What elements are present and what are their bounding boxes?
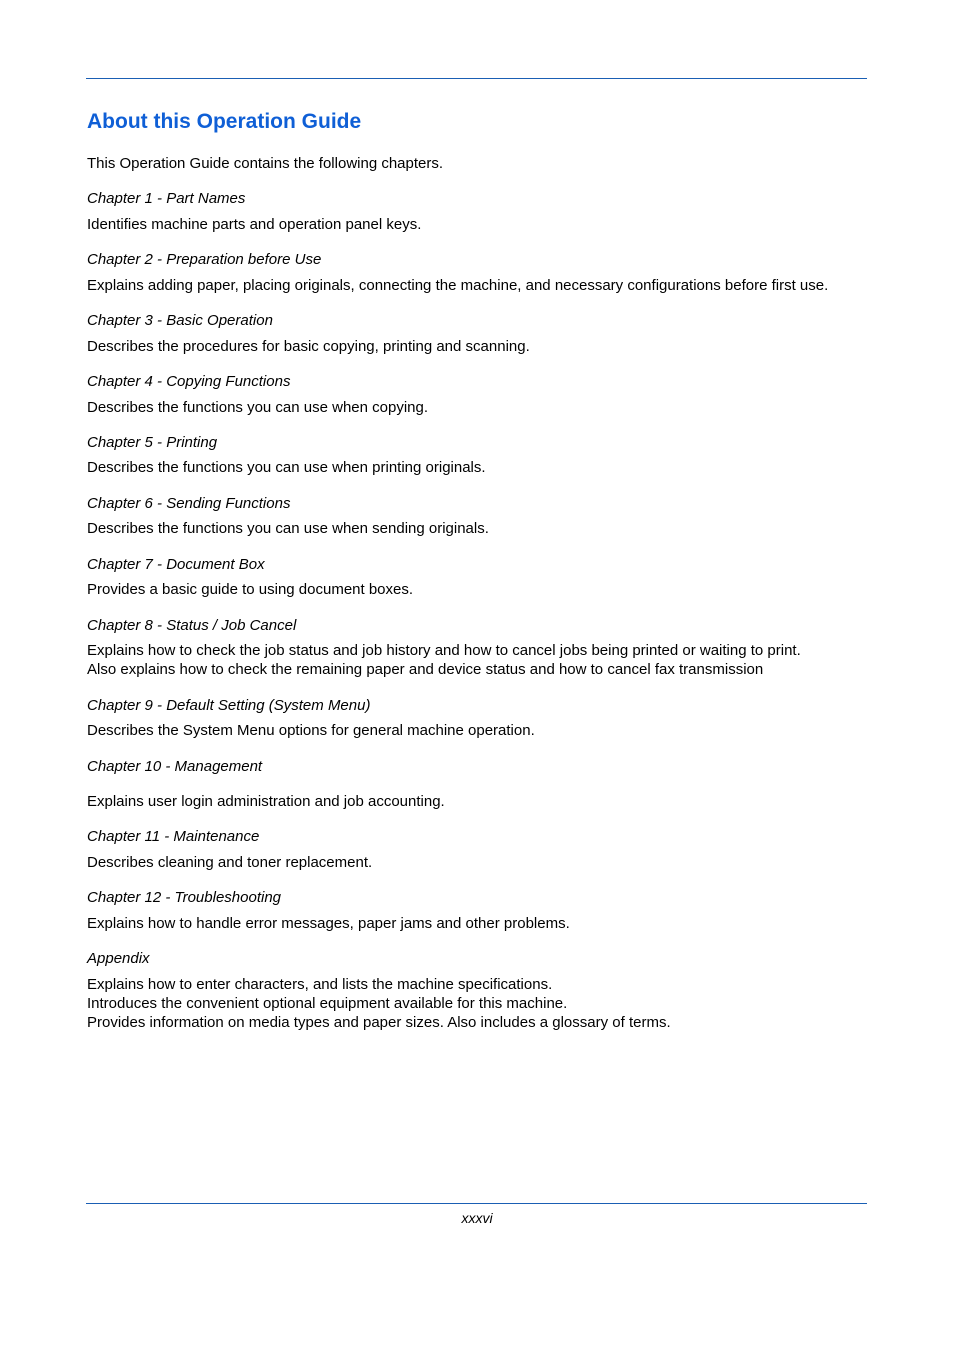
appendix-description-line-3: Provides information on media types and paper sizes. Also includes a glossary of terms. [87,1014,671,1031]
chapter-10-title: Chapter 10 - Management [87,758,263,775]
chapter-3-title: Chapter 3 - Basic Operation [87,312,273,329]
page-number: xxxvi [461,1210,493,1226]
chapter-6-title: Chapter 6 - Sending Functions [87,495,291,512]
chapter-2-description: Explains adding paper, placing originals, connecting the machine, and necessary configurations before first use. [87,277,829,294]
chapter-12-description: Explains how to handle error messages, paper jams and other problems. [87,915,570,932]
chapter-1-title: Chapter 1 - Part Names [87,190,246,207]
chapter-9-description: Describes the System Menu options for general machine operation. [87,722,535,739]
appendix-title: Appendix [87,950,150,967]
chapter-6-description: Describes the functions you can use when sending originals. [87,520,489,537]
chapter-8-title: Chapter 8 - Status / Job Cancel [87,617,297,634]
chapter-2-title: Chapter 2 - Preparation before Use [87,251,322,268]
chapter-10-description: Explains user login administration and job accounting. [87,793,445,810]
chapter-4-title: Chapter 4 - Copying Functions [87,373,291,390]
chapter-8-description-line-2: Also explains how to check the remaining paper and device status and how to cancel fax transmission [87,661,764,678]
chapter-11-title: Chapter 11 - Maintenance [87,828,260,845]
chapter-1-description: Identifies machine parts and operation panel keys. [87,216,422,233]
footer-rule [86,1203,867,1204]
appendix-description-line-2: Introduces the convenient optional equipment available for this machine. [87,995,568,1012]
chapter-9-title: Chapter 9 - Default Setting (System Menu) [87,697,371,714]
intro-text: This Operation Guide contains the following chapters. [87,155,444,172]
chapter-11-description: Describes cleaning and toner replacement. [87,854,373,871]
chapter-4-description: Describes the functions you can use when copying. [87,399,429,416]
chapter-3-description: Describes the procedures for basic copying, printing and scanning. [87,338,530,355]
header-rule [86,78,867,79]
chapter-8-description-line-1: Explains how to check the job status and job history and how to cancel jobs being printed or waiting to print. [87,642,801,659]
chapter-12-title: Chapter 12 - Troubleshooting [87,889,282,906]
chapter-7-description: Provides a basic guide to using document boxes. [87,581,414,598]
appendix-description-line-1: Explains how to enter characters, and lists the machine specifications. [87,976,553,993]
chapter-7-title: Chapter 7 - Document Box [87,556,265,573]
chapter-5-description: Describes the functions you can use when printing originals. [87,459,486,476]
page-title: About this Operation Guide [87,110,362,133]
chapter-5-title: Chapter 5 - Printing [87,434,218,451]
